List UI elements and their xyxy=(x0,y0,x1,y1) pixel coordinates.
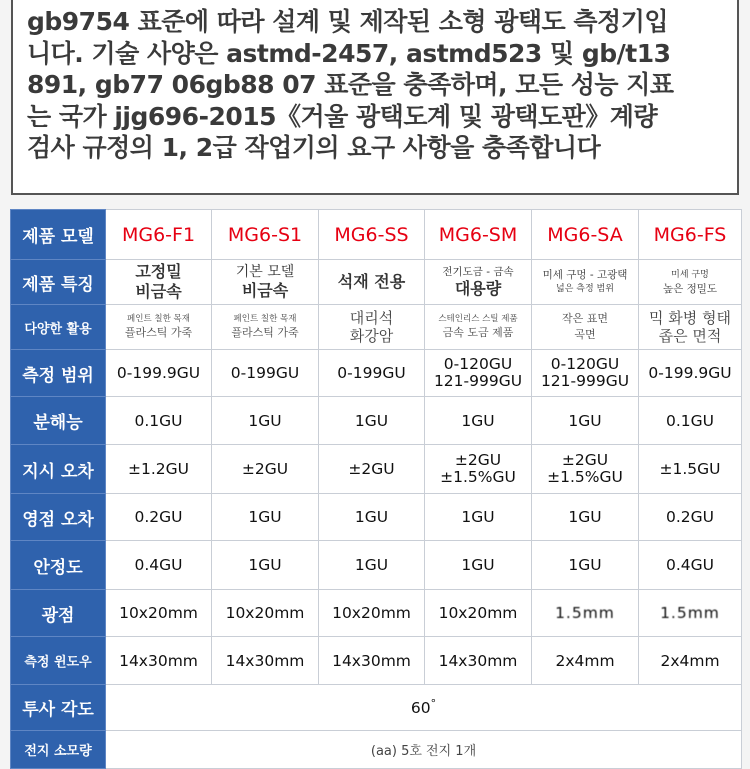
feature-cell: 기본 모델 비금속 xyxy=(212,260,319,305)
row-indication-error xyxy=(11,445,742,494)
header-battery: 전지 소모량 xyxy=(11,731,106,769)
row-window xyxy=(11,637,742,685)
feature-cell: 미세 구멍 높은 정밀도 xyxy=(639,260,742,305)
header-stability: 안정도 xyxy=(11,541,106,590)
header-feature: 제품 특징 xyxy=(11,260,106,305)
header-model: 제품 모델 xyxy=(11,210,106,260)
resolution-cell: 1GU xyxy=(425,397,532,445)
resolution-cell: 1GU xyxy=(212,397,319,445)
header-resolution: 분해능 xyxy=(11,397,106,445)
spot-cell: 1.5mm xyxy=(639,590,742,637)
feature-cell: 석재 전용 xyxy=(319,260,425,305)
usage-cell: 작은 표면 곡면 xyxy=(532,305,639,350)
model-cell: MG6-SM xyxy=(425,210,532,260)
indication-error-cell: ±1.5GU xyxy=(639,445,742,494)
feature-cell: 미세 구멍 - 고광택 넓은 측정 범위 xyxy=(532,260,639,305)
header-spot: 광점 xyxy=(11,590,106,637)
resolution-cell: 1GU xyxy=(532,397,639,445)
angle-cell: 60° xyxy=(106,685,742,731)
spot-cell: 10x20mm xyxy=(319,590,425,637)
battery-cell: (aa) 5호 전지 1개 xyxy=(106,731,742,769)
range-cell: 0-199.9GU xyxy=(106,350,212,397)
window-cell: 14x30mm xyxy=(106,637,212,685)
model-cell: MG6-S1 xyxy=(212,210,319,260)
spot-cell: 10x20mm xyxy=(106,590,212,637)
stability-cell: 1GU xyxy=(319,541,425,590)
zero-error-cell: 1GU xyxy=(425,494,532,541)
header-range: 측정 범위 xyxy=(11,350,106,397)
model-cell: MG6-SA xyxy=(532,210,639,260)
header-angle: 투사 각도 xyxy=(11,685,106,731)
zero-error-cell: 1GU xyxy=(319,494,425,541)
usage-cell: 대리석 화강암 xyxy=(319,305,425,350)
model-cell: MG6-FS xyxy=(639,210,742,260)
row-usage xyxy=(11,305,742,350)
row-range xyxy=(11,350,742,397)
stability-cell: 1GU xyxy=(212,541,319,590)
header-zero-error: 영점 오차 xyxy=(11,494,106,541)
window-cell: 14x30mm xyxy=(425,637,532,685)
header-indication-error: 지시 오차 xyxy=(11,445,106,494)
feature-cell: 고정밀 비금속 xyxy=(106,260,212,305)
range-cell: 0-199.9GU xyxy=(639,350,742,397)
indication-error-cell: ±1.2GU xyxy=(106,445,212,494)
zero-error-cell: 0.2GU xyxy=(639,494,742,541)
row-angle xyxy=(11,685,742,731)
row-stability xyxy=(11,541,742,590)
intro-text: gb9754 표준에 따라 설계 및 제작된 소형 광택도 측정기입 니다. 기술 사양은 astmd-2457, astmd523 및 gb/t13 891, gb77 06gb88 07 표준을 충족하며, 모든 성능 지표 는 국가 jjg696-2015《거울 광택도계 및 광택도판》계량 검사 규정의 1, 2급 작업기의 요구 사항을 충족합니다 xyxy=(27,7,674,162)
usage-cell: 스테인리스 스틸 제품 금속 도금 제품 xyxy=(425,305,532,350)
resolution-cell: 0.1GU xyxy=(639,397,742,445)
stability-cell: 1GU xyxy=(532,541,639,590)
intro-panel xyxy=(11,0,739,195)
row-resolution xyxy=(11,397,742,445)
window-cell: 14x30mm xyxy=(212,637,319,685)
window-cell: 14x30mm xyxy=(319,637,425,685)
indication-error-cell: ±2GU xyxy=(212,445,319,494)
model-cell: MG6-F1 xyxy=(106,210,212,260)
spot-cell: 10x20mm xyxy=(212,590,319,637)
indication-error-cell: ±2GU ±1.5%GU xyxy=(425,445,532,494)
row-spot xyxy=(11,590,742,637)
zero-error-cell: 1GU xyxy=(212,494,319,541)
range-cell: 0-120GU 121-999GU xyxy=(532,350,639,397)
row-feature xyxy=(11,260,742,305)
stability-cell: 0.4GU xyxy=(639,541,742,590)
spec-table xyxy=(10,209,742,769)
indication-error-cell: ±2GU ±1.5%GU xyxy=(532,445,639,494)
spot-cell: 10x20mm xyxy=(425,590,532,637)
resolution-cell: 1GU xyxy=(319,397,425,445)
row-zero-error xyxy=(11,494,742,541)
spot-cell: 1.5mm xyxy=(532,590,639,637)
usage-cell: 페인트 칠한 목재 플라스틱 가죽 xyxy=(106,305,212,350)
indication-error-cell: ±2GU xyxy=(319,445,425,494)
zero-error-cell: 0.2GU xyxy=(106,494,212,541)
zero-error-cell: 1GU xyxy=(532,494,639,541)
window-cell: 2x4mm xyxy=(532,637,639,685)
row-model xyxy=(11,210,742,260)
stability-cell: 0.4GU xyxy=(106,541,212,590)
model-cell: MG6-SS xyxy=(319,210,425,260)
range-cell: 0-199GU xyxy=(212,350,319,397)
feature-cell: 전기도금 - 금속 대용량 xyxy=(425,260,532,305)
usage-cell: 페인트 칠한 목재 플라스틱 가죽 xyxy=(212,305,319,350)
resolution-cell: 0.1GU xyxy=(106,397,212,445)
header-window: 측정 윈도우 xyxy=(11,637,106,685)
header-usage: 다양한 활용 xyxy=(11,305,106,350)
window-cell: 2x4mm xyxy=(639,637,742,685)
range-cell: 0-199GU xyxy=(319,350,425,397)
usage-cell: 믹 화병 형태 좁은 면적 xyxy=(639,305,742,350)
stability-cell: 1GU xyxy=(425,541,532,590)
range-cell: 0-120GU 121-999GU xyxy=(425,350,532,397)
